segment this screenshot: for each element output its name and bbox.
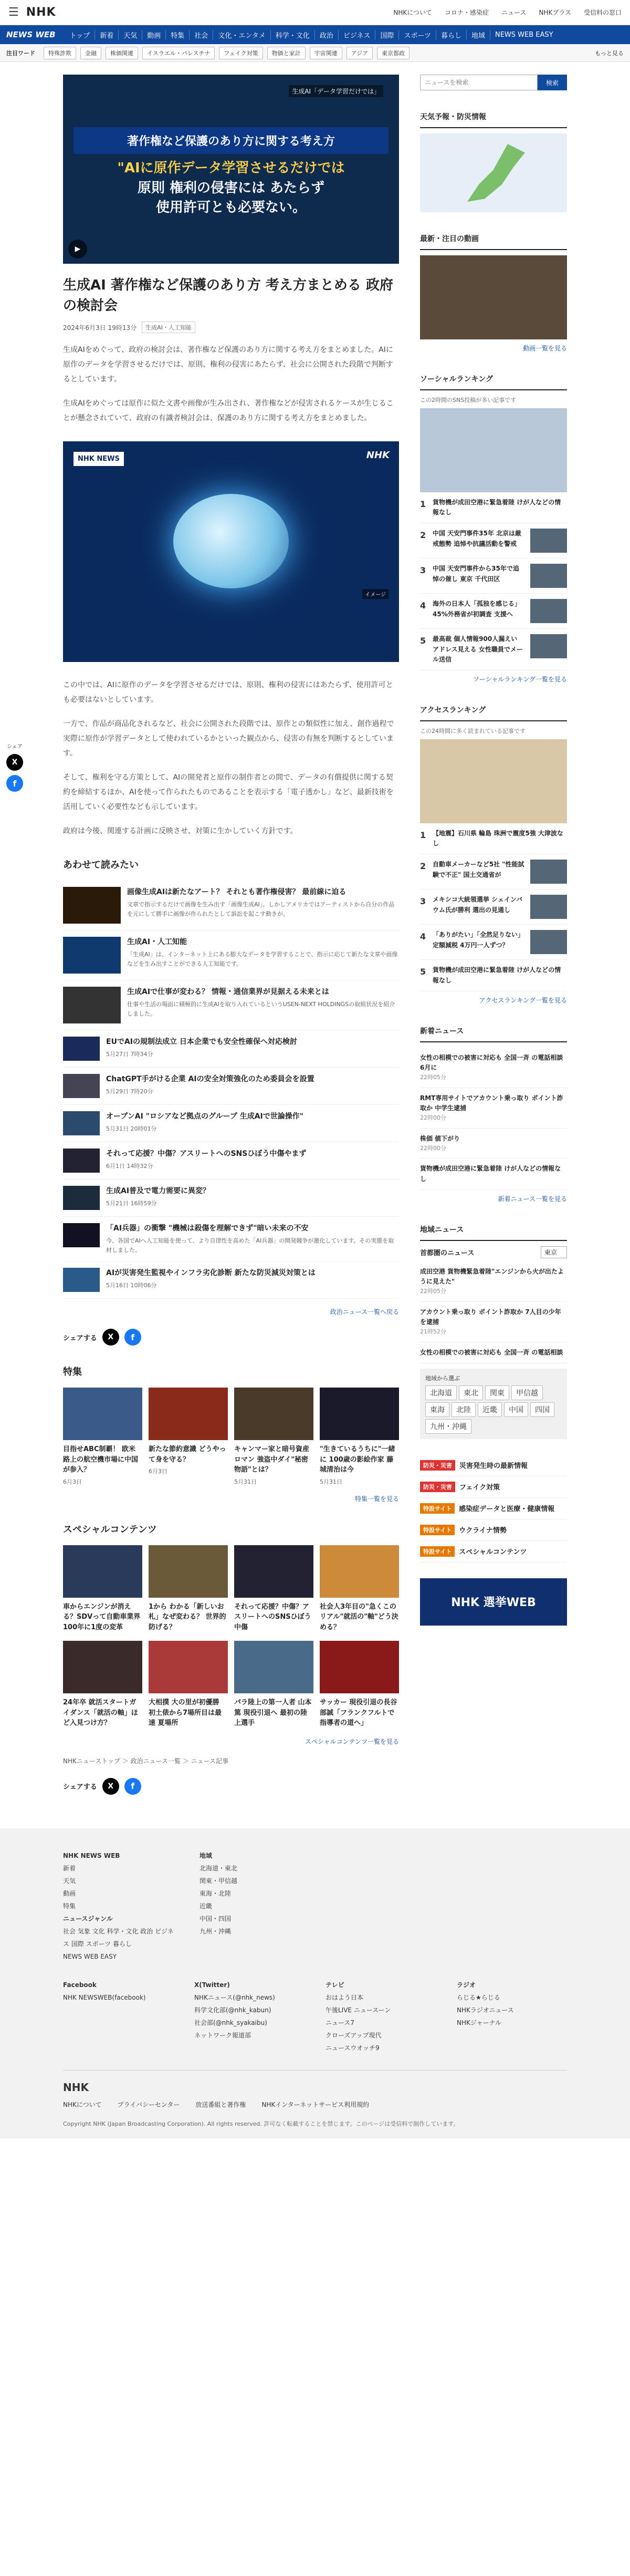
footer-link[interactable]: 天気 — [63, 1877, 76, 1885]
video-heading: 最新・注目の動画 — [420, 228, 567, 250]
x-icon[interactable]: X — [102, 1778, 119, 1795]
facebook-icon[interactable]: f — [124, 1329, 141, 1346]
tokushu-more-link[interactable]: 特集一覧を見る — [354, 1495, 399, 1503]
article-title: 生成AI 著作権など保護のあり方 考え方まとめる 政府の検討会 — [63, 277, 393, 314]
related-item[interactable]: ChatGPT手がける企業 AIの安全対策強化のため委員会を設置 5月29日 7時20分 — [63, 1068, 399, 1105]
tokushu-heading: 特集 — [63, 1367, 82, 1378]
footer — [0, 1828, 630, 2138]
top-link-plus[interactable]: NHKプラス — [539, 9, 571, 16]
paragraph: 政府は今後、関連する計画に反映させ、対策に生かしていく方針です。 — [63, 827, 298, 835]
region-map: 地域から選ぶ 北海道 東北 関東 甲信越 東海 北陸 近畿 中国 四国 九州・沖縄 — [420, 1369, 567, 1439]
footer-link[interactable]: 近畿 — [200, 1902, 213, 1910]
nav-top[interactable]: トップ — [65, 30, 96, 40]
ranking-item[interactable]: 5 貨物機が成田空港に緊急着陸 けが人などの情報なし — [420, 960, 567, 991]
nav-easy[interactable]: NEWS WEB EASY — [495, 30, 553, 39]
weather-box — [420, 106, 567, 212]
special-grid-row2 — [63, 1641, 399, 1729]
tokushu-grid — [63, 1388, 399, 1486]
footer-link[interactable]: 動画 — [63, 1889, 76, 1897]
nav-life[interactable]: 暮らし — [436, 30, 467, 40]
paragraph: 生成AIをめぐって、政府の検討会は、著作権など保護のあり方に関する考え方をまとめました。AIに原作のデータを学習させるだけでは、原則、権利の侵害にあたらず、社会に公開された段階で判断するとしています。 — [63, 346, 393, 384]
related-item[interactable]: 画像生成AIは新たなアート？ それとも著作権侵害？ 最前線に迫る 文章で指示するだけで画像を生み出す「画像生成AI」。しかしアメリカではアーティストから自分の作品を元にして勝手に画像が作られたとして訴訟を起こす動きが。 — [63, 881, 399, 930]
news-item[interactable]: 女性の相模での被害に対応も 全国一斉 の電話相談 6月に 22時05分 — [420, 1048, 567, 1088]
related-thumbnail — [63, 1223, 100, 1247]
region-button[interactable]: 近畿 — [478, 1402, 502, 1417]
video-box — [420, 228, 567, 353]
region-button[interactable]: 中国 — [504, 1402, 528, 1417]
banner-link[interactable]: 特設サイト ウクライナ情勢 — [420, 1519, 567, 1541]
hero-band: 著作権など保護のあり方に関する考え方 — [74, 127, 388, 154]
keyword-bar — [0, 44, 630, 62]
ranking-item[interactable]: 4 「ありがたい」「全然足りない」定額減税 4万円一人ずつ？ — [420, 925, 567, 960]
related-thumbnail — [63, 1268, 100, 1292]
region-button[interactable]: 四国 — [530, 1402, 554, 1417]
x-share-icon[interactable]: X — [6, 754, 23, 771]
breadcrumb-item: ニュース記事 — [191, 1757, 229, 1765]
related-thumbnail — [63, 987, 121, 1023]
hero-tag: 生成AI「データ学習だけでは」 — [289, 85, 383, 97]
access-more-link[interactable]: アクセスランキング一覧を見る — [479, 996, 567, 1004]
footer-link[interactable]: 社会 気象 文化 科学・文化 政治 ビジネス 国際 スポーツ 暮らし — [63, 1927, 174, 1948]
footer-col: Facebook NHK NEWSWEB(facebook) — [63, 1981, 146, 2001]
special-heading: スペシャルコンテンツ — [63, 1524, 157, 1535]
facebook-icon[interactable]: f — [124, 1778, 141, 1795]
footer-link[interactable]: NHKインターネットサービス利用規約 — [261, 2101, 370, 2108]
nhk-watermark: NHK — [366, 450, 390, 461]
footer-link[interactable]: 特集 — [63, 1902, 76, 1910]
top-link-covid[interactable]: コロナ・感染症 — [445, 9, 489, 16]
keyword-chip[interactable]: 東京都政 — [377, 47, 410, 59]
senkyo-banner[interactable]: NHK 選挙WEB — [420, 1578, 567, 1626]
tokushu-card[interactable]: 目指せABC制覇！ 欧米路上の航空機市場に中国が参入？ 6月3日 — [63, 1388, 142, 1486]
nav-video[interactable]: 動画 — [142, 30, 166, 40]
social-heading: ソーシャルランキング — [420, 368, 567, 390]
tokushu-card[interactable]: "生きているうちに"一緒に 100歳の影絵作家 藤城清治は今 5月31日 — [320, 1388, 399, 1486]
top-bar — [0, 0, 630, 25]
article-date: 2024年6月3日 19時13分 — [63, 324, 137, 332]
facebook-share-icon[interactable]: f — [6, 775, 23, 792]
footer-link[interactable]: プライバシーセンター — [117, 2101, 180, 2108]
keyword-chip[interactable]: 物価と家計 — [267, 47, 306, 59]
search-box — [420, 75, 567, 90]
paragraph: 一方で、作品が商品化されるなど、社会に公開された段階では、原作との類似性に加え、創作過程で実際に原作が学習データとして使われているかといった観点から、侵害の有無を判断するとしています。 — [63, 720, 394, 758]
special-card[interactable]: 24年卒 就活スタートガイダンス「就活の軸」ほど入見つけ方？ — [63, 1641, 142, 1729]
news-item[interactable]: アカウント乗っ取り ポイント詐取か 7人目の少年を逮捕 21時52分 — [420, 1302, 567, 1342]
special-grid-row1 — [63, 1545, 399, 1633]
region-button[interactable]: 甲信越 — [511, 1385, 543, 1400]
region-button[interactable]: 東海 — [425, 1402, 449, 1417]
related-item[interactable]: それって応援？中傷？アスリートへのSNSひぼう中傷やまず 6月1日 14時32分 — [63, 1142, 399, 1180]
ranking-item[interactable]: 1 貨物機が成田空港に緊急着陸 けが人などの情報なし — [420, 492, 567, 523]
banner-link[interactable]: 特設サイト スペシャルコンテンツ — [420, 1541, 567, 1563]
special-card[interactable]: 1から わかる「新しいお札」なぜ変わる？ 世界的 防げる？ — [149, 1545, 228, 1633]
article-meta — [63, 322, 399, 333]
brain-image — [173, 494, 289, 588]
paragraph: 生成AIをめぐっては原作に似た文書や画像が生み出され、著作権などが侵害されるケースが生じることが懸念されていて、政府の有識者検討会は、保護のあり方に関する考え方をまとめました。 — [63, 399, 394, 422]
footer-link[interactable]: 中国・四国 — [200, 1915, 232, 1922]
region-button[interactable]: 九州・沖縄 — [425, 1419, 471, 1434]
article-main — [63, 75, 399, 1807]
related-item[interactable]: EUでAIの規制法成立 日本企業でも安全性確保へ対応検討 5月27日 7時34分 — [63, 1030, 399, 1068]
ranking-item[interactable]: 3 メキシコ大統領選挙 シェインバウム氏が勝利 選出の見通し — [420, 889, 567, 925]
footer-link[interactable]: 関東・甲信越 — [200, 1877, 238, 1885]
access-ranking: アクセスランキング この24時間に多く読まれている記事です 1 【地震】石川県 輪島 珠洲で震度5強 大津波なし 2 自動車メーカーなど5社 "性能試験で不正" 国土交通省が 3 メキシコ大統領選挙 シェインバウム氏が勝利 選出の見通し 4 「ありがたい」「全然足りない」定額減税 4万円一人ずつ？ 5 貨物機が成田空港に緊急着陸 けが人などの情報なし アクセスランキング一覧を見る — [420, 699, 567, 1005]
ranking-item[interactable]: 2 自動車メーカーなど5社 "性能試験で不正" 国土交通省が — [420, 854, 567, 889]
special-card[interactable]: 社会人3年目の"急くこのリアル"就活の"軸"どう決める？ — [320, 1545, 399, 1633]
keyword-chip[interactable]: フェイク対策 — [219, 47, 262, 59]
keyword-more[interactable]: もっと見る — [595, 49, 624, 57]
news-item[interactable]: 貨物機が成田空港に緊急着陸 けが人などの情報なし — [420, 1158, 567, 1189]
news-item[interactable]: RMT専用サイトでアカウント乗っ取り ポイント詐取か 中学生逮捕 22時00分 — [420, 1088, 567, 1129]
share-label: シェアする — [63, 1334, 97, 1342]
footer-link[interactable]: NEWS WEB EASY — [63, 1952, 117, 1960]
search-button[interactable]: 検索 — [538, 75, 567, 90]
footer-col: テレビ おはよう日本 午後LIVE ニュースーン ニュース7 クローズアップ現代 ニュースウオッチ9 — [326, 1981, 391, 2052]
local-region: 首都圏のニュース — [420, 1249, 475, 1257]
related-thumbnail — [63, 1037, 100, 1061]
nhk-logo[interactable]: NHK — [26, 6, 56, 19]
nav-society[interactable]: 社会 — [190, 30, 213, 40]
related-item[interactable]: 「AI兵器」の衝撃 "機械は殺傷を理解できず"暗い未来の不安 今、各国でAIへ人工知能を使って、より自律性を高めた「AI兵器」の開発競争が激化しています。その実態を取材しました。 — [63, 1217, 399, 1261]
footer-link[interactable]: 北海道・東北 — [200, 1864, 238, 1872]
footer-col: ラジオ らじる★らじる NHKラジオニュース NHKジャーナル — [457, 1981, 514, 2026]
search-input[interactable] — [420, 75, 538, 90]
keyword-chip[interactable]: 株価関連 — [106, 47, 138, 59]
keyword-label: 注目ワード — [6, 49, 35, 57]
special-card[interactable]: それって応援？中傷？アスリートへのSNSひぼう中傷 — [234, 1545, 313, 1633]
related-thumbnail — [63, 1186, 100, 1210]
local-news — [420, 1219, 567, 1439]
top-link-fee[interactable]: 受信料の窓口 — [583, 9, 622, 16]
social-ranking: ソーシャルランキング この2時間のSNS投稿が多い記事です 1 貨物機が成田空港に緊急着陸 けが人などの情報なし 2 中国 天安門事件35年 北京は厳戒態勢 追悼や抗議活動を警戒 3 中国 天安門事件から35年で追悼の催し 東京 千代田区 4 海外の日本人「孤独を感じる」45%外務省が初調査 支援へ 5 最高裁 個人情報900人漏えい アドレス見える 女性職員でメール送信 ソーシャルランキング一覧を見る — [420, 368, 567, 684]
access-heading: アクセスランキング — [420, 699, 567, 721]
ranking-item[interactable]: 1 【地震】石川県 輪島 珠洲で震度5強 大津波なし — [420, 823, 567, 854]
keyword-chip[interactable]: 特殊詐欺 — [44, 47, 76, 59]
keyword-chip[interactable]: イスラエル・パレスチナ — [142, 47, 215, 59]
footer-col: X(Twitter) NHKニュース(@nhk_news) 科学文化部(@nhk_kabun) 社会部(@nhk_syakaibu) ネットワーク報道部 — [194, 1981, 275, 2039]
main-nav — [0, 25, 630, 44]
article-body — [63, 343, 399, 839]
ranking-item[interactable]: 2 中国 天安門事件35年 北京は厳戒態勢 追悼や抗議活動を警戒 — [420, 523, 567, 558]
banner-link[interactable]: 防災・災害 災害発生時の最新情報 — [420, 1455, 567, 1476]
related-item[interactable]: 生成AI普及で電力需要に異変？ 5月21日 16時59分 — [63, 1180, 399, 1217]
new-news — [420, 1020, 567, 1203]
related-thumbnail — [63, 937, 121, 974]
footer-col: 地域 北海道・東北 関東・甲信越 東海・北陸 近畿 中国・四国 九州・沖縄 — [200, 1849, 315, 1963]
footer-link[interactable]: NHKについて — [63, 2101, 102, 2108]
keyword-chip[interactable]: アジア — [346, 47, 373, 59]
top-links — [393, 8, 622, 17]
breadcrumb-item[interactable]: 政治ニュース一覧 — [130, 1757, 181, 1765]
keyword-chip[interactable]: 宇宙関連 — [310, 47, 342, 59]
related-thumbnail — [63, 887, 121, 924]
tokushu-card[interactable]: 新たな節約意識 どうやって身を守る？ 6月3日 — [149, 1388, 228, 1486]
nav-science[interactable]: 科学・文化 — [271, 30, 315, 40]
region-select[interactable]: 東京 — [541, 1246, 567, 1258]
politics-list-link[interactable]: 政治ニュース一覧へ戻る — [330, 1308, 399, 1316]
nhk-news-logo: NHK NEWS — [74, 452, 124, 466]
paragraph: この中では、AIに原作のデータを学習させるだけでは、原則、権利の侵害にはあたらず、使用許可とも必要はないとしています。 — [63, 681, 393, 704]
new-news-more-link[interactable]: 新着ニュース一覧を見る — [498, 1195, 567, 1203]
new-news-heading: 新着ニュース — [420, 1020, 567, 1042]
video-more-link[interactable]: 動画一覧を見る — [522, 345, 567, 352]
banner-link[interactable]: 防災・災害 フェイク対策 — [420, 1476, 567, 1498]
footer-link[interactable]: 東海・北陸 — [200, 1889, 232, 1897]
nav-culture[interactable]: 文化・エンタメ — [213, 30, 270, 40]
share-row-bottom: シェアする X f — [63, 1778, 399, 1795]
related-item[interactable]: AIが災害発生監視やインフラ劣化診断 新たな防災減災対策とは 5月16日 10時06分 — [63, 1261, 399, 1299]
nav-politics[interactable]: 政治 — [315, 30, 339, 40]
breadcrumb-item[interactable]: NHKニューストップ — [63, 1757, 120, 1765]
nav-region[interactable]: 地域 — [467, 30, 490, 40]
share-row — [63, 1329, 399, 1346]
play-icon[interactable]: ▶ — [68, 240, 87, 258]
social-top-image[interactable] — [420, 408, 567, 492]
related-thumbnail — [63, 1149, 100, 1173]
region-button[interactable]: 北海道 — [425, 1385, 457, 1400]
special-card[interactable]: サッカー 現役引退の長谷部誠「フランクフルトで指導者の道へ」 — [320, 1641, 399, 1729]
ranking-item[interactable]: 4 海外の日本人「孤独を感じる」45%外務省が初調査 支援へ — [420, 594, 567, 629]
category-tag[interactable]: 生成AI・人工知能 — [142, 322, 195, 333]
ranking-item[interactable]: 5 最高裁 個人情報900人漏えい アドレス見える 女性職員でメール送信 — [420, 629, 567, 670]
news-item[interactable]: 成田空港 貨物機緊急着陸"エンジンから火が出たように見えた" 22時05分 — [420, 1261, 567, 1302]
special-more-link[interactable]: スペシャルコンテンツ一覧を見る — [304, 1737, 399, 1745]
related-heading: あわせて読みたい — [63, 860, 139, 871]
floating-share: シェア X f — [5, 742, 24, 792]
footer-logo[interactable]: NHK — [63, 2081, 89, 2094]
region-button[interactable]: 関東 — [485, 1385, 509, 1400]
region-button[interactable]: 東北 — [459, 1385, 483, 1400]
news-item[interactable]: 株価 値下がり 22時00分 — [420, 1129, 567, 1159]
nav-weather[interactable]: 天気 — [119, 30, 142, 40]
region-button[interactable]: 北陸 — [452, 1402, 476, 1417]
special-card[interactable]: 車からエンジンが消える？SDVって自動車業界100年に1度の変革 — [63, 1545, 142, 1633]
nav-business[interactable]: ビジネス — [339, 30, 376, 40]
tokushu-card[interactable]: キャンマー家と暗号資産ロマン 強盗中ダイ"秘密物語"とは？ 5月31日 — [234, 1388, 313, 1486]
weather-heading: 天気予報・防災情報 — [420, 106, 567, 128]
sidebar — [420, 75, 567, 1807]
footer-link[interactable]: 放送番組と著作権 — [195, 2101, 246, 2108]
related-list — [63, 881, 399, 1299]
nav-special[interactable]: 特集 — [166, 30, 190, 40]
access-top-image[interactable] — [420, 739, 567, 823]
copyright: Copyright NHK (Japan Broadcasting Corporation). All rights reserved. 許可なく転載することを禁じます。このページは受信料で制作しています。 — [63, 2120, 459, 2127]
hero-quote: "AIに原作データ学習させるだけでは 原則 権利の侵害には あたらず 使用許可とも必要ない。 — [117, 160, 345, 216]
nav-sports[interactable]: スポーツ — [399, 30, 436, 40]
news-web-brand[interactable]: NEWS WEB — [6, 30, 56, 39]
article-figure — [63, 441, 399, 662]
footer-link[interactable]: 新着 — [63, 1864, 76, 1872]
breadcrumb: NHKニューストップ ＞ 政治ニュース一覧 ＞ ニュース記事 — [63, 1757, 229, 1765]
related-item[interactable]: オープンAI "ロシアなど拠点のグループ 生成AIで世論操作" 5月31日 20時01分 — [63, 1105, 399, 1142]
footer-col: NHK NEWS WEB 新着 天気 動画 特集 ニュースジャンル 社会 気象 文化 科学・文化 政治 ビジネス 国際 スポーツ 暮らし NEWS WEB EASY — [63, 1849, 178, 1963]
keyword-chip[interactable]: 金融 — [80, 47, 101, 59]
ranking-item[interactable]: 3 中国 天安門事件から35年で追悼の催し 東京 千代田区 — [420, 558, 567, 594]
news-item[interactable]: 女性の相模での被害に対応も 全国一斉 の電話相談 — [420, 1342, 567, 1363]
nav-new[interactable]: 新着 — [95, 30, 119, 40]
image-credit: イメージ — [362, 589, 388, 599]
social-more-link[interactable]: ソーシャルランキング一覧を見る — [472, 675, 567, 683]
related-thumbnail — [63, 1074, 100, 1098]
related-thumbnail — [63, 1111, 100, 1135]
footer-bottom — [63, 2070, 567, 2128]
video-thumbnail[interactable] — [420, 255, 567, 339]
paragraph: そして、権利を守る方策として、AIの開発者と原作の制作者との間で、データの有償提供に関する契約を締結するほか、AIを使って作られたものであることを表示する「電子透かし」など、最新技術を活用していく必要性なども示しています。 — [63, 773, 394, 811]
x-icon[interactable]: X — [102, 1329, 119, 1346]
banner-link[interactable]: 特設サイト 感染症データと医療・健康情報 — [420, 1498, 567, 1519]
weather-map[interactable] — [420, 133, 567, 212]
top-link-about[interactable]: NHKについて — [393, 9, 433, 16]
hero-video[interactable] — [63, 75, 399, 264]
nav-international[interactable]: 国際 — [375, 30, 399, 40]
related-item[interactable]: 生成AIで仕事が変わる？ 情報・通信業界が見据える未来とは 仕事や生活の場面に積極的に生成AIを取り入れているというUSEN-NEXT HOLDINGSの取組状況を紹介しました。 — [63, 980, 399, 1030]
local-heading: 地域ニュース — [420, 1219, 567, 1241]
footer-link[interactable]: 九州・沖縄 — [200, 1927, 232, 1935]
banners — [420, 1455, 567, 1563]
menu-icon[interactable]: ☰ — [8, 6, 19, 19]
top-link-news[interactable]: ニュース — [501, 9, 527, 16]
related-item[interactable]: 生成AI・人工知能 「生成AI」は、インターネット上にある膨大なデータを学習することで、指示に応じて新たな文章や画像などを生み出すことができる人工知能です。 — [63, 930, 399, 980]
special-card[interactable]: パラ陸上の第一人者 山本篤 現役引退へ 最初の陸上選手 — [234, 1641, 313, 1729]
special-card[interactable]: 大相撲 大の里が初優勝 初土俵から7場所目は最速 夏場所 — [149, 1641, 228, 1729]
